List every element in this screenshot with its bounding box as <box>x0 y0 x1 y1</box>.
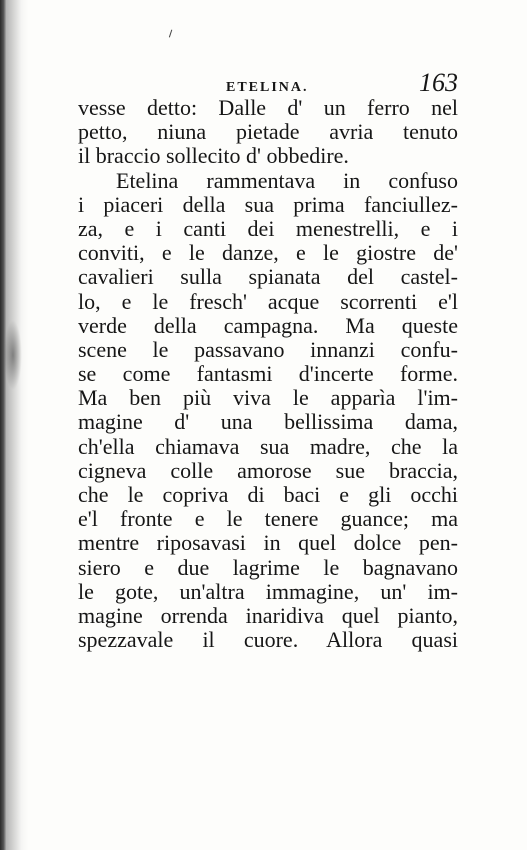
gutter-shadow <box>6 0 28 850</box>
text-line: siero e due lagrime le bagnavano <box>78 554 458 580</box>
body-text <box>78 96 458 652</box>
text-line: Etelina rammentava in confuso <box>116 167 458 193</box>
text-line: magine d' una bellissima dama, <box>78 409 458 435</box>
text-line: magine orrenda inaridiva quel pianto, <box>78 602 458 628</box>
text-line: e'l fronte e le tenere guance; ma <box>78 506 458 532</box>
text-line: che le copriva di baci e gli occhi <box>78 482 458 507</box>
text-line: mentre riposavasi in quel dolce pen- <box>78 530 458 556</box>
text-line: se come fantasmi d'incerte forme. <box>78 361 458 387</box>
running-head: ETELINA. <box>226 80 309 95</box>
binding-stain <box>4 320 22 390</box>
text-line: vesse detto: Dalle d' un ferro nel <box>78 95 458 120</box>
text-line: le gote, un'altra immagine, un' im- <box>78 578 458 604</box>
text-line: Ma ben più viva le apparìa l'im- <box>78 385 458 411</box>
page-number: 163 <box>419 68 458 97</box>
text-line: lo, e le fresch' acque scorrenti e'l <box>78 288 458 314</box>
text-line: cigneva colle amorose sue braccia, <box>78 457 458 483</box>
text-line: conviti, e le danze, e le giostre de' <box>78 240 458 266</box>
text-line: i piaceri della sua prima fanciullez- <box>78 191 458 217</box>
text-line: il braccio sollecito d' obbedire. <box>78 143 349 169</box>
text-line: ch'ella chiamava sua madre, che la <box>78 433 458 459</box>
text-line: verde della campagna. Ma queste <box>78 312 458 338</box>
text-line: petto, niuna pietade avria tenuto <box>78 119 458 145</box>
ink-mark <box>169 30 175 39</box>
text-line: za, e i canti dei menestrelli, e i <box>78 215 458 241</box>
text-line: cavalieri sulla spianata del castel- <box>78 264 458 290</box>
text-line: spezzavale il cuore. Allora quasi <box>78 627 458 653</box>
text-line: scene le passavano innanzi confu- <box>78 336 458 362</box>
